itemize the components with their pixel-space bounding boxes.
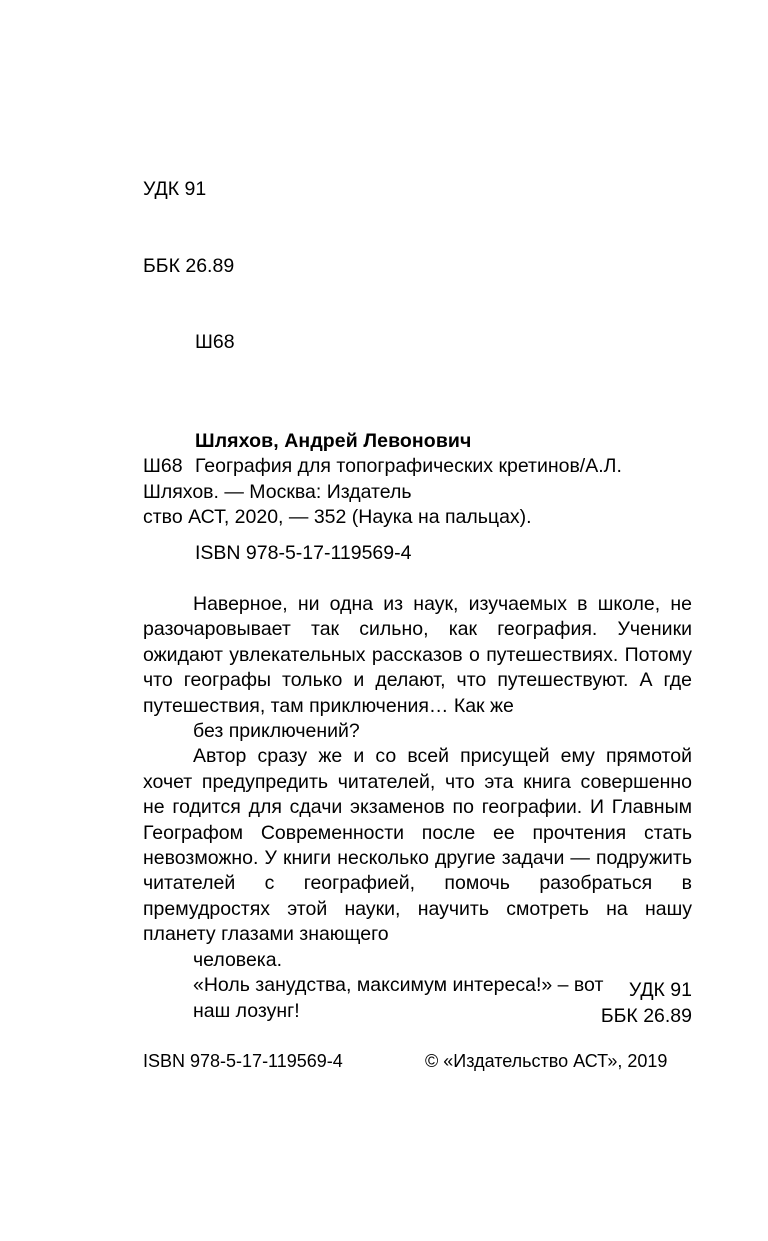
annotation-text (143, 592, 692, 1024)
classification-codes-top (143, 126, 235, 407)
udk-code-top: УДК 91 (143, 178, 207, 200)
classification-codes-bottom (601, 978, 692, 1029)
author-sigla-top: Ш68 (195, 331, 235, 353)
record-sigla: Ш68 (143, 455, 183, 477)
bibliographic-record (143, 428, 692, 531)
annotation-paragraph-2-tail: человека. (193, 948, 283, 971)
bbk-code-bottom: ББК 26.89 (600, 1004, 692, 1027)
record-description (143, 455, 692, 531)
record-description-main: География для топографических кретинов/А.Л. Шляхов. — Москва: Издатель (143, 455, 622, 503)
annotation-paragraph-3-tail: наш лозунг! (193, 999, 300, 1022)
copyright-notice: © «Издательство АСТ», 2019 (425, 1051, 668, 1071)
record-description-lastline: ство АСТ, 2020, — 352 (Наука на пальцах). (143, 506, 532, 528)
annotation-paragraph-2 (143, 744, 692, 973)
annotation-paragraph-1 (143, 592, 692, 744)
isbn-main: ISBN 978-5-17-119569-4 (195, 542, 412, 564)
annotation-paragraph-1-body: Наверное, ни одна из наук, изучаемых в школе, не разочаровывает так сильно, как география. Ученики ожидают увлекательных рассказов о путешествиях. Потому что географы только и делают, что путешествуют. А где путешествия, там приключения… Как же (143, 593, 692, 717)
record-author: Шляхов, Андрей Левонович (195, 430, 472, 452)
isbn-footer: ISBN 978-5-17-119569-4 (143, 1051, 343, 1071)
annotation-paragraph-1-tail: без приключений? (193, 720, 360, 743)
bbk-code-top: ББК 26.89 (143, 254, 235, 277)
udk-code-bottom: УДК 91 (628, 979, 692, 1001)
record-body (143, 454, 692, 531)
annotation-paragraph-3-body: «Ноль занудства, максимум интереса!» – вот (193, 974, 604, 997)
annotation-paragraph-2-body: Автор сразу же и со всей присущей ему прямотой хочет предупредить читателей, что эта книга совершенно не годится для сдачи экзаменов по географии. И Главным Географом Современности после ее прочтения стать невозможно. У книги несколько другие задачи — подружить читателей с географией, помочь разобраться в премудростях этой науки, научить смотреть на нашу планету глазами знающего (143, 745, 692, 946)
